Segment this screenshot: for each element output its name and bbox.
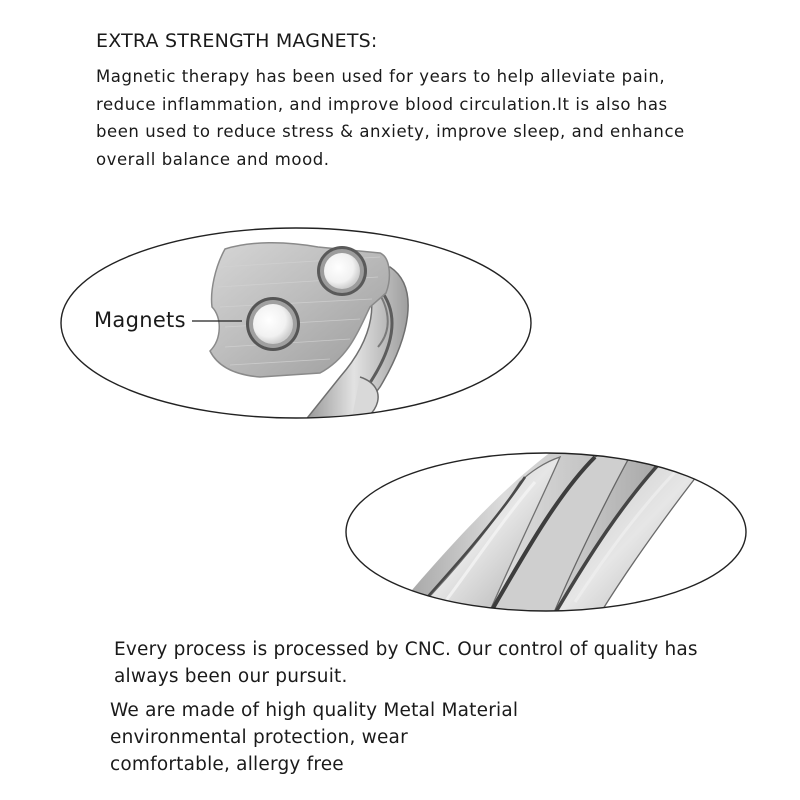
twisted-band-closeup-image	[345, 452, 747, 612]
intro-line: reduce inflammation, and improve blood circulation.It is also has	[96, 94, 668, 114]
cnc-quality-paragraph	[114, 636, 754, 690]
magnets-callout-label: Magnets	[94, 308, 186, 332]
page-heading: EXTRA STRENGTH MAGNETS:	[96, 30, 378, 52]
material-paragraph	[110, 697, 570, 778]
cnc-line: always been our pursuit.	[114, 666, 348, 687]
intro-line: been used to reduce stress & anxiety, improve sleep, and enhance	[96, 122, 685, 141]
cnc-line: Every process is processed by CNC. Our control of quality has	[114, 639, 698, 660]
intro-line: Magnetic therapy has been used for years to help alleviate pain,	[96, 67, 666, 86]
material-line: comfortable, allergy free	[110, 754, 344, 775]
material-line: environmental protection, wear	[110, 727, 408, 748]
intro-line: overall balance and mood.	[96, 149, 330, 169]
intro-paragraph	[96, 63, 776, 173]
material-line: We are made of high quality Metal Material	[110, 700, 519, 721]
